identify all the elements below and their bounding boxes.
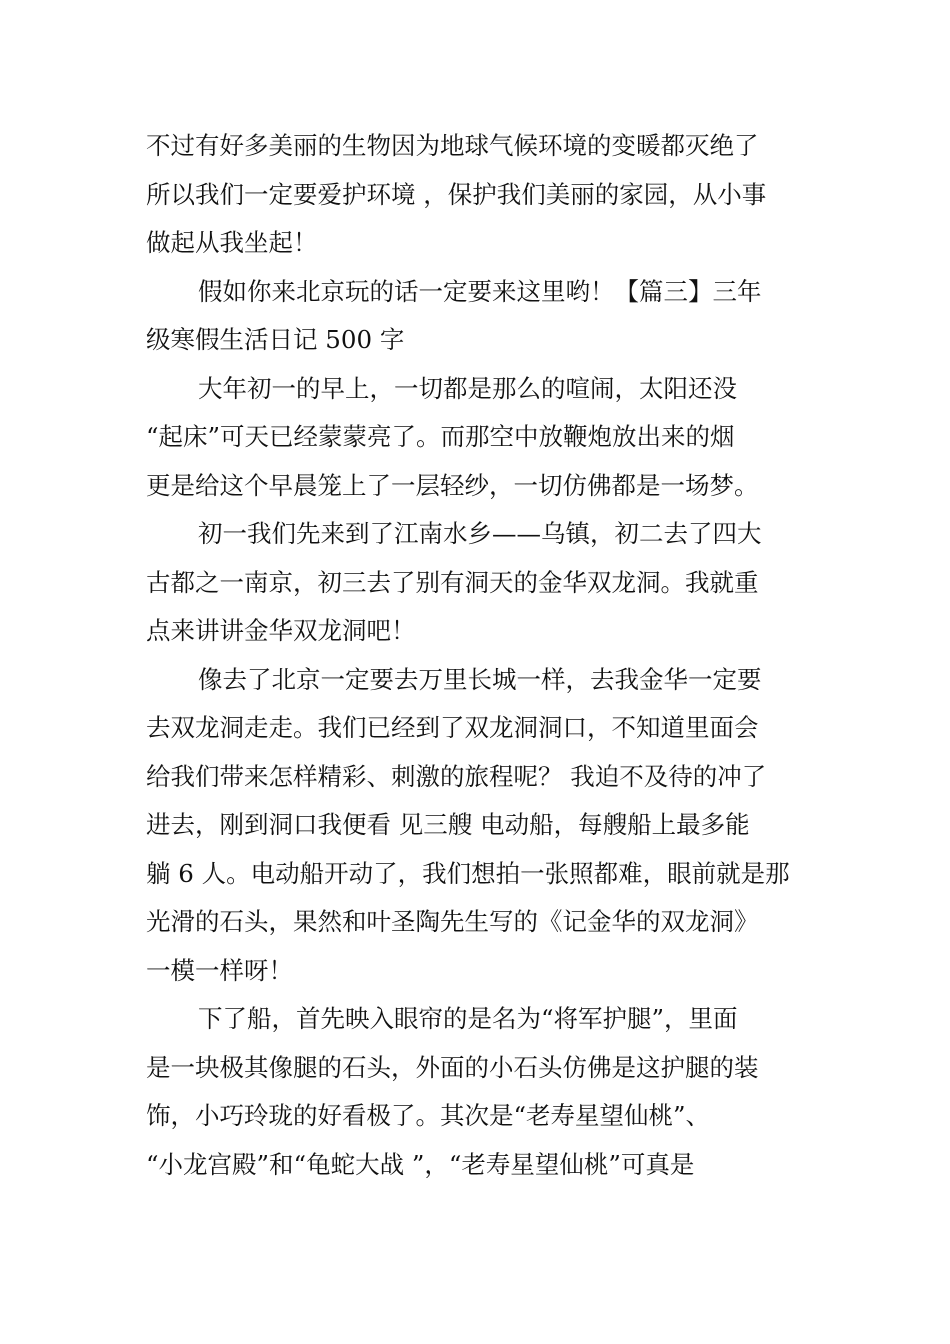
text-line: 去双龙洞走走。我们已经到了双龙洞洞口，不知道里面会: [146, 713, 759, 742]
text-line: 饰，小巧玲珑的好看极了。其次是“老寿星望仙桃”、: [146, 1101, 711, 1130]
text-line: 给我们带来怎样精彩、刺激的旅程呢？ 我迫不及待的冲了: [146, 761, 767, 791]
text-line: 进去，刚到洞口我便看 见三艘 电动船，每艘船上最多能: [146, 810, 750, 839]
text-line: 假如你来北京玩的话一定要来这里哟！【篇三】三年: [198, 276, 762, 306]
text-line: 初一我们先来到了江南水乡——乌镇，初二去了四大: [198, 519, 762, 548]
text-line: 不过有好多美丽的生物因为地球气候环境的变暖都灭绝了: [146, 131, 759, 160]
text-line: 古都之一南京，初三去了别有洞天的金华双龙洞。我就重: [146, 567, 759, 597]
text-line: “小龙宫殿”和“龟蛇大战 ”，“老寿星望仙桃”可真是: [146, 1149, 695, 1179]
text-line: 光滑的石头，果然和叶圣陶先生写的《记金华的双龙洞》: [146, 907, 759, 936]
text-line: 一模一样呀！: [146, 955, 293, 985]
text-line: “起床”可天已经蒙蒙亮了。而那空中放鞭炮放出来的烟: [146, 422, 735, 451]
text-line: 下了船，首先映入眼帘的是名为“将军护腿”，里面: [198, 1004, 738, 1033]
text-line: 级寒假生活日记 500 字: [146, 325, 405, 354]
text-line: 大年初一的早上，一切都是那么的喧闹，太阳还没: [198, 373, 737, 403]
text-line: 更是给这个早晨笼上了一层轻纱，一切仿佛都是一场梦。: [146, 470, 759, 500]
document-body: [146, 122, 808, 1189]
text-line: 躺 6 人。电动船开动了，我们想拍一张照都难，眼前就是那: [146, 858, 790, 888]
text-line: 做起从我坐起！: [146, 228, 318, 257]
text-line: 点来讲讲金华双龙洞吧！: [146, 616, 416, 645]
text-line: 是一块极其像腿的石头，外面的小石头仿佛是这护腿的装: [146, 1052, 759, 1082]
text-line: 像去了北京一定要去万里长城一样，去我金华一定要: [198, 664, 762, 694]
text-line: 所以我们一定要爱护环境 ，保护我们美丽的家园，从小事: [146, 179, 767, 209]
